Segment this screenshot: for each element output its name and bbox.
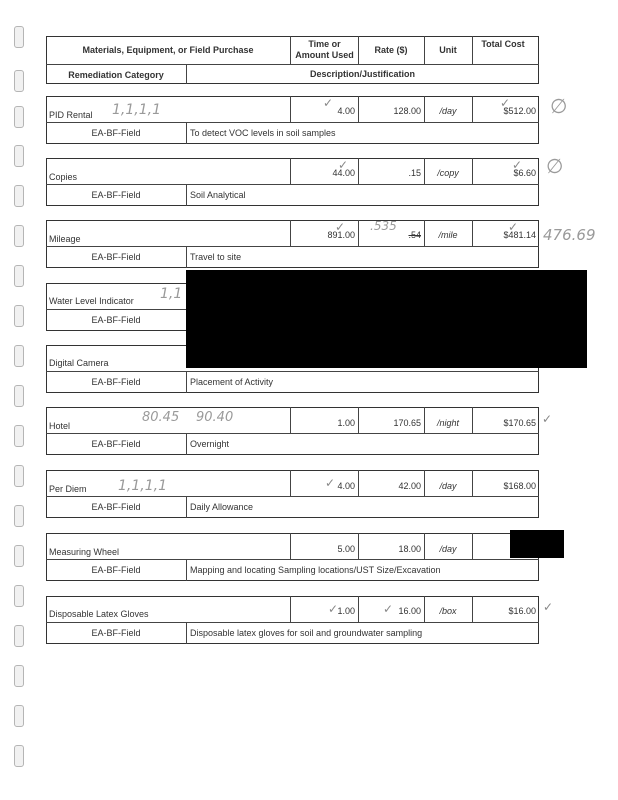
item-amount: 44.00	[332, 168, 355, 178]
header-time: Time or Amount Used	[295, 39, 354, 60]
item-description: Placement of Activity	[190, 377, 274, 387]
item-rate: .15	[408, 168, 421, 178]
item-category: EA-BF-Field	[91, 439, 141, 449]
header-total: Total Cost	[481, 39, 525, 49]
binder-hole	[14, 145, 24, 167]
item-col-line	[186, 496, 187, 518]
binder-hole	[14, 625, 24, 647]
item-col-line	[186, 371, 187, 393]
item-category: EA-BF-Field	[91, 252, 141, 262]
item-rate: 170.65	[393, 418, 421, 428]
binder-hole	[14, 106, 24, 128]
check-mark: ✓	[508, 220, 519, 234]
binder-hole	[14, 70, 24, 92]
handwritten-total-note: 476.69	[543, 226, 596, 244]
item-col-line	[472, 533, 473, 559]
item-col-line	[186, 433, 187, 455]
item-description: To detect VOC levels in soil samples	[190, 128, 336, 138]
item-name: Measuring Wheel	[49, 547, 120, 557]
item-category: EA-BF-Field	[91, 128, 141, 138]
header-materials: Materials, Equipment, or Field Purchase	[82, 45, 254, 55]
item-total: $481.14	[503, 230, 536, 240]
item-unit: /day	[439, 544, 457, 554]
binder-hole	[14, 745, 24, 767]
item-category: EA-BF-Field	[91, 315, 141, 325]
binder-hole	[14, 385, 24, 407]
item-unit: /day	[439, 106, 457, 116]
binder-hole	[14, 505, 24, 527]
handwritten-tally: 1,1	[160, 286, 183, 302]
item-divider	[46, 371, 539, 372]
binder-hole	[14, 26, 24, 48]
header-category: Remediation Category	[68, 70, 164, 80]
handwritten-null-mark: ∅	[546, 154, 564, 178]
check-mark: ✓	[338, 158, 349, 172]
binder-hole	[14, 265, 24, 287]
item-rate: .54	[408, 230, 421, 240]
redaction-block-total	[510, 530, 564, 558]
item-amount: 4.00	[337, 481, 355, 491]
header-unit: Unit	[439, 45, 457, 55]
binder-hole	[14, 225, 24, 247]
item-name: Water Level Indicator	[49, 296, 134, 306]
item-description: Overnight	[190, 439, 230, 449]
item-unit: /mile	[438, 230, 458, 240]
item-total: $512.00	[503, 106, 536, 116]
item-category: EA-BF-Field	[91, 628, 141, 638]
item-description: Travel to site	[190, 252, 242, 262]
binder-hole	[14, 665, 24, 687]
item-amount: 5.00	[337, 544, 355, 554]
handwritten-tally: 1,1,1,1	[112, 102, 161, 118]
item-name: Mileage	[49, 234, 81, 244]
item-rate: 16.00	[398, 606, 421, 616]
item-description: Soil Analytical	[190, 190, 246, 200]
binder-hole	[14, 345, 24, 367]
item-amount: 4.00	[337, 106, 355, 116]
binder-hole	[14, 465, 24, 487]
item-divider	[46, 246, 539, 247]
item-rate: 128.00	[393, 106, 421, 116]
item-amount: 891.00	[327, 230, 355, 240]
item-total: $170.65	[503, 418, 536, 428]
item-col-line	[186, 184, 187, 206]
item-col-line	[186, 122, 187, 144]
handwritten-rate-note: .535	[370, 219, 397, 233]
item-description: Mapping and locating Sampling locations/UST Size/Excavation	[190, 565, 441, 575]
binder-hole	[14, 705, 24, 727]
item-name: Digital Camera	[49, 358, 109, 368]
item-description: Disposable latex gloves for soil and groundwater sampling	[190, 628, 423, 638]
item-amount: 1.00	[337, 606, 355, 616]
item-category: EA-BF-Field	[91, 377, 141, 387]
check-mark: ✓	[500, 96, 511, 110]
item-divider	[46, 622, 539, 623]
item-col-line	[186, 622, 187, 644]
handwritten-null-mark: ∅	[550, 94, 568, 118]
header-rate: Rate ($)	[374, 45, 408, 55]
item-name: Disposable Latex Gloves	[49, 609, 149, 619]
item-name: Hotel	[49, 421, 71, 431]
check-mark: ✓	[325, 476, 336, 490]
item-category: EA-BF-Field	[91, 565, 141, 575]
check-mark: ✓	[543, 600, 554, 614]
binder-hole	[14, 545, 24, 567]
item-unit: /day	[439, 481, 457, 491]
check-mark: ✓	[323, 96, 334, 110]
item-col-line	[186, 246, 187, 268]
item-divider	[46, 496, 539, 497]
header-description: Description/Justification	[309, 69, 416, 79]
check-mark: ✓	[335, 220, 346, 234]
item-divider	[46, 559, 539, 560]
redaction-block	[186, 270, 587, 368]
item-total: $16.00	[508, 606, 536, 616]
item-unit: /box	[439, 606, 457, 616]
item-divider	[46, 122, 539, 123]
item-col-line	[186, 559, 187, 581]
item-name: Per Diem	[49, 484, 87, 494]
binder-hole	[14, 425, 24, 447]
item-divider	[46, 184, 539, 185]
check-mark: ✓	[542, 412, 553, 426]
item-name: Copies	[49, 172, 78, 182]
item-amount: 1.00	[337, 418, 355, 428]
handwritten-tally: 1,1,1,1	[118, 478, 167, 494]
binder-hole	[14, 305, 24, 327]
check-mark: ✓	[512, 158, 523, 172]
item-rate: 18.00	[398, 544, 421, 554]
item-unit: /copy	[437, 168, 459, 178]
item-name: PID Rental	[49, 110, 93, 120]
header-divider	[46, 64, 539, 65]
check-mark: ✓	[328, 602, 339, 616]
handwritten-note: 90.40	[196, 410, 234, 425]
item-description: Daily Allowance	[190, 502, 254, 512]
binder-hole	[14, 185, 24, 207]
item-divider	[46, 433, 539, 434]
item-category: EA-BF-Field	[91, 502, 141, 512]
header-col-line	[472, 36, 473, 64]
item-unit: /night	[436, 418, 460, 428]
item-total: $168.00	[503, 481, 536, 491]
binder-hole	[14, 585, 24, 607]
handwritten-note: 80.45	[142, 410, 180, 425]
item-category: EA-BF-Field	[91, 190, 141, 200]
item-total: $6.60	[513, 168, 536, 178]
item-rate: 42.00	[398, 481, 421, 491]
check-mark: ✓	[383, 602, 394, 616]
